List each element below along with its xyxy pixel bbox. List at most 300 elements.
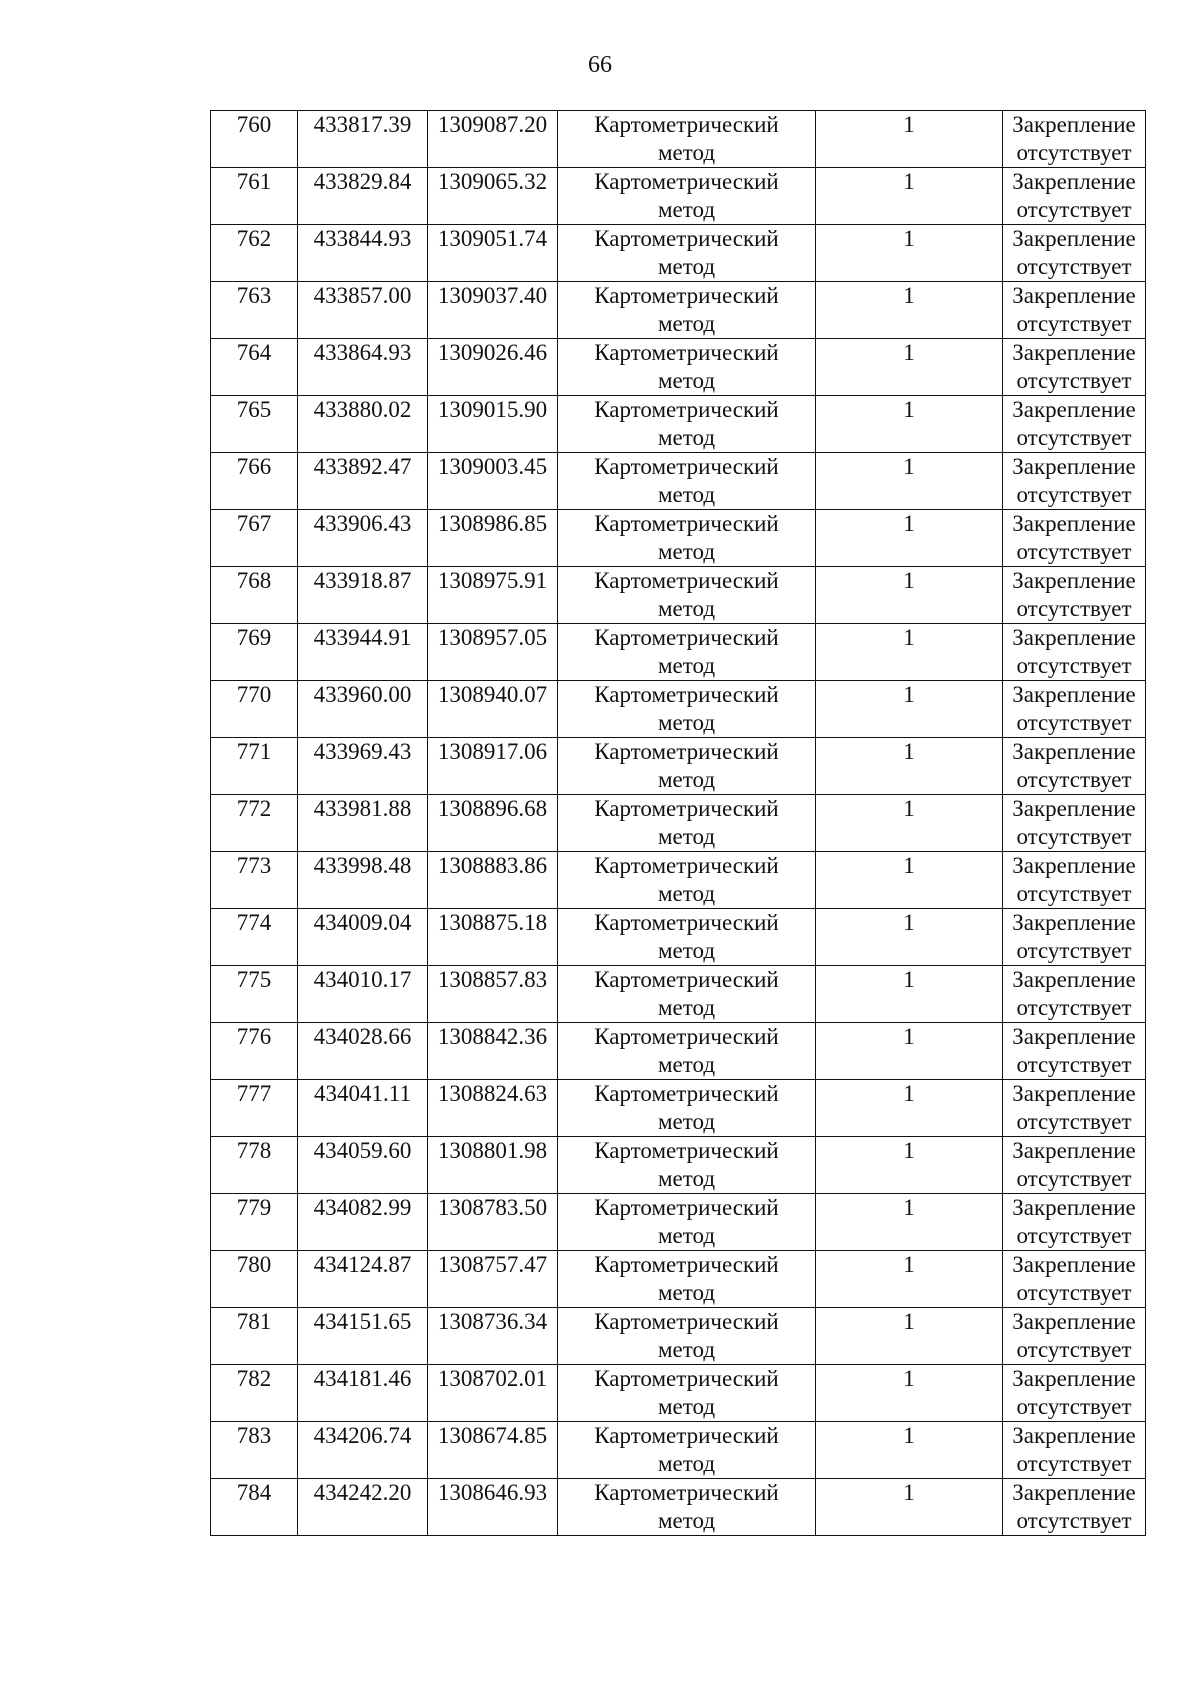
coordinates-table	[210, 110, 1146, 1536]
accuracy-cell-text: 1	[903, 625, 915, 650]
x-coordinate-cell	[298, 681, 428, 738]
fixation-cell-text: отсутствует	[1016, 1451, 1132, 1476]
x-coordinate-cell	[298, 282, 428, 339]
accuracy-cell	[816, 453, 1003, 510]
method-cell-text: метод	[657, 425, 716, 450]
point-number-cell	[211, 1308, 298, 1365]
y-coordinate-cell-text: 1308842.36	[437, 1024, 548, 1049]
accuracy-cell-text: 1	[903, 853, 915, 878]
y-coordinate-cell	[428, 1422, 558, 1479]
y-coordinate-cell-text: 1308824.63	[437, 1081, 548, 1106]
fixation-cell-text: Закрепление	[1012, 910, 1136, 935]
x-coordinate-cell	[298, 1365, 428, 1422]
table-row	[211, 1479, 1146, 1536]
accuracy-cell	[816, 1422, 1003, 1479]
method-cell	[558, 168, 816, 225]
fixation-cell	[1003, 624, 1146, 681]
x-coordinate-cell-text: 433880.02	[313, 397, 412, 422]
fixation-cell	[1003, 225, 1146, 282]
point-number-cell-text: 784	[236, 1480, 272, 1505]
y-coordinate-cell	[428, 1365, 558, 1422]
method-cell-text: метод	[657, 1109, 716, 1134]
y-coordinate-cell-text: 1308986.85	[437, 511, 548, 536]
method-cell	[558, 1308, 816, 1365]
y-coordinate-cell-text: 1308975.91	[437, 568, 548, 593]
point-number-cell-text: 782	[236, 1366, 272, 1391]
accuracy-cell	[816, 1479, 1003, 1536]
point-number-cell	[211, 111, 298, 168]
accuracy-cell	[816, 567, 1003, 624]
y-coordinate-cell	[428, 738, 558, 795]
x-coordinate-cell	[298, 396, 428, 453]
accuracy-cell-text: 1	[903, 1480, 915, 1505]
table-row	[211, 111, 1146, 168]
x-coordinate-cell-text: 434010.17	[313, 967, 412, 992]
y-coordinate-cell	[428, 396, 558, 453]
point-number-cell-text: 780	[236, 1252, 272, 1277]
point-number-cell	[211, 453, 298, 510]
x-coordinate-cell	[298, 624, 428, 681]
method-cell-text: метод	[657, 995, 716, 1020]
point-number-cell-text: 764	[236, 340, 272, 365]
point-number-cell-text: 777	[236, 1081, 272, 1106]
point-number-cell-text: 781	[236, 1309, 272, 1334]
x-coordinate-cell	[298, 225, 428, 282]
point-number-cell	[211, 282, 298, 339]
accuracy-cell-text: 1	[903, 283, 915, 308]
accuracy-cell-text: 1	[903, 967, 915, 992]
x-coordinate-cell	[298, 1251, 428, 1308]
accuracy-cell-text: 1	[903, 454, 915, 479]
point-number-cell	[211, 852, 298, 909]
y-coordinate-cell	[428, 1479, 558, 1536]
accuracy-cell-text: 1	[903, 511, 915, 536]
y-coordinate-cell	[428, 852, 558, 909]
y-coordinate-cell	[428, 1080, 558, 1137]
fixation-cell-text: Закрепление	[1012, 1252, 1136, 1277]
fixation-cell-text: отсутствует	[1016, 482, 1132, 507]
method-cell-text: Картометрический	[594, 1081, 779, 1106]
method-cell-text: Картометрический	[594, 1423, 779, 1448]
table-row	[211, 396, 1146, 453]
point-number-cell	[211, 1137, 298, 1194]
method-cell-text: метод	[657, 881, 716, 906]
table-row	[211, 852, 1146, 909]
method-cell-text: метод	[657, 1166, 716, 1191]
point-number-cell	[211, 396, 298, 453]
y-coordinate-cell	[428, 168, 558, 225]
method-cell-text: метод	[657, 938, 716, 963]
y-coordinate-cell	[428, 339, 558, 396]
fixation-cell-text: Закрепление	[1012, 1195, 1136, 1220]
x-coordinate-cell	[298, 1023, 428, 1080]
fixation-cell	[1003, 966, 1146, 1023]
fixation-cell	[1003, 852, 1146, 909]
x-coordinate-cell-text: 433829.84	[313, 169, 412, 194]
fixation-cell-text: Закрепление	[1012, 1138, 1136, 1163]
method-cell-text: метод	[657, 539, 716, 564]
accuracy-cell	[816, 1308, 1003, 1365]
table-row	[211, 738, 1146, 795]
accuracy-cell-text: 1	[903, 1252, 915, 1277]
y-coordinate-cell-text: 1309051.74	[437, 226, 548, 251]
fixation-cell	[1003, 1365, 1146, 1422]
fixation-cell-text: Закрепление	[1012, 1423, 1136, 1448]
fixation-cell	[1003, 1308, 1146, 1365]
accuracy-cell	[816, 738, 1003, 795]
y-coordinate-cell-text: 1308857.83	[437, 967, 548, 992]
point-number-cell-text: 778	[236, 1138, 272, 1163]
x-coordinate-cell	[298, 510, 428, 567]
point-number-cell	[211, 225, 298, 282]
fixation-cell	[1003, 909, 1146, 966]
method-cell-text: метод	[657, 482, 716, 507]
method-cell-text: Картометрический	[594, 796, 779, 821]
x-coordinate-cell-text: 433817.39	[313, 112, 412, 137]
y-coordinate-cell-text: 1309087.20	[437, 112, 548, 137]
method-cell	[558, 1479, 816, 1536]
accuracy-cell	[816, 396, 1003, 453]
method-cell-text: Картометрический	[594, 739, 779, 764]
table-row	[211, 1023, 1146, 1080]
point-number-cell-text: 767	[236, 511, 272, 536]
accuracy-cell	[816, 795, 1003, 852]
method-cell	[558, 339, 816, 396]
point-number-cell-text: 768	[236, 568, 272, 593]
x-coordinate-cell	[298, 1194, 428, 1251]
method-cell-text: Картометрический	[594, 511, 779, 536]
y-coordinate-cell	[428, 624, 558, 681]
fixation-cell-text: Закрепление	[1012, 1366, 1136, 1391]
point-number-cell	[211, 966, 298, 1023]
point-number-cell-text: 762	[236, 226, 272, 251]
x-coordinate-cell-text: 434181.46	[313, 1366, 412, 1391]
x-coordinate-cell-text: 433969.43	[313, 739, 412, 764]
x-coordinate-cell-text: 433918.87	[313, 568, 412, 593]
accuracy-cell	[816, 966, 1003, 1023]
method-cell-text: Картометрический	[594, 625, 779, 650]
accuracy-cell-text: 1	[903, 1024, 915, 1049]
x-coordinate-cell-text: 434041.11	[314, 1081, 411, 1106]
method-cell-text: Картометрический	[594, 853, 779, 878]
fixation-cell	[1003, 453, 1146, 510]
x-coordinate-cell-text: 433944.91	[313, 625, 412, 650]
accuracy-cell-text: 1	[903, 1081, 915, 1106]
accuracy-cell-text: 1	[903, 1138, 915, 1163]
y-coordinate-cell	[428, 225, 558, 282]
table-row	[211, 1080, 1146, 1137]
point-number-cell-text: 776	[236, 1024, 272, 1049]
y-coordinate-cell-text: 1308940.07	[437, 682, 548, 707]
method-cell	[558, 282, 816, 339]
x-coordinate-cell	[298, 1308, 428, 1365]
method-cell-text: Картометрический	[594, 1366, 779, 1391]
x-coordinate-cell-text: 434009.04	[313, 910, 412, 935]
table-row	[211, 282, 1146, 339]
accuracy-cell-text: 1	[903, 568, 915, 593]
y-coordinate-cell-text: 1309003.45	[437, 454, 548, 479]
point-number-cell	[211, 1023, 298, 1080]
method-cell-text: Картометрический	[594, 1480, 779, 1505]
method-cell	[558, 1023, 816, 1080]
accuracy-cell	[816, 225, 1003, 282]
point-number-cell-text: 769	[236, 625, 272, 650]
method-cell	[558, 510, 816, 567]
fixation-cell-text: отсутствует	[1016, 368, 1132, 393]
method-cell	[558, 795, 816, 852]
x-coordinate-cell-text: 433906.43	[313, 511, 412, 536]
y-coordinate-cell-text: 1308875.18	[437, 910, 548, 935]
x-coordinate-cell	[298, 453, 428, 510]
fixation-cell-text: отсутствует	[1016, 824, 1132, 849]
y-coordinate-cell-text: 1308883.86	[437, 853, 548, 878]
method-cell-text: Картометрический	[594, 967, 779, 992]
x-coordinate-cell	[298, 339, 428, 396]
table-row	[211, 795, 1146, 852]
fixation-cell	[1003, 1422, 1146, 1479]
fixation-cell-text: отсутствует	[1016, 1508, 1132, 1533]
method-cell-text: метод	[657, 767, 716, 792]
x-coordinate-cell	[298, 909, 428, 966]
x-coordinate-cell	[298, 1422, 428, 1479]
method-cell	[558, 111, 816, 168]
y-coordinate-cell	[428, 510, 558, 567]
fixation-cell	[1003, 282, 1146, 339]
method-cell	[558, 738, 816, 795]
coordinates-table-body	[211, 111, 1146, 1536]
table-row	[211, 339, 1146, 396]
method-cell-text: метод	[657, 1280, 716, 1305]
point-number-cell	[211, 567, 298, 624]
point-number-cell	[211, 909, 298, 966]
point-number-cell	[211, 624, 298, 681]
fixation-cell	[1003, 396, 1146, 453]
fixation-cell-text: отсутствует	[1016, 1280, 1132, 1305]
y-coordinate-cell	[428, 1251, 558, 1308]
method-cell	[558, 396, 816, 453]
accuracy-cell	[816, 1023, 1003, 1080]
x-coordinate-cell	[298, 168, 428, 225]
accuracy-cell	[816, 168, 1003, 225]
table-row	[211, 510, 1146, 567]
point-number-cell-text: 766	[236, 454, 272, 479]
method-cell	[558, 453, 816, 510]
x-coordinate-cell-text: 434059.60	[313, 1138, 412, 1163]
fixation-cell-text: Закрепление	[1012, 169, 1136, 194]
accuracy-cell-text: 1	[903, 340, 915, 365]
accuracy-cell-text: 1	[903, 1366, 915, 1391]
x-coordinate-cell-text: 433981.88	[313, 796, 412, 821]
point-number-cell	[211, 168, 298, 225]
table-row	[211, 1194, 1146, 1251]
point-number-cell	[211, 681, 298, 738]
accuracy-cell	[816, 1080, 1003, 1137]
x-coordinate-cell-text: 434206.74	[313, 1423, 412, 1448]
fixation-cell-text: Закрепление	[1012, 1480, 1136, 1505]
fixation-cell-text: Закрепление	[1012, 283, 1136, 308]
table-row	[211, 567, 1146, 624]
fixation-cell-text: Закрепление	[1012, 226, 1136, 251]
fixation-cell-text: отсутствует	[1016, 596, 1132, 621]
fixation-cell	[1003, 168, 1146, 225]
method-cell-text: Картометрический	[594, 1138, 779, 1163]
fixation-cell-text: Закрепление	[1012, 112, 1136, 137]
method-cell	[558, 1080, 816, 1137]
method-cell	[558, 1194, 816, 1251]
table-row	[211, 168, 1146, 225]
y-coordinate-cell	[428, 1194, 558, 1251]
accuracy-cell	[816, 681, 1003, 738]
y-coordinate-cell	[428, 966, 558, 1023]
x-coordinate-cell-text: 433960.00	[313, 682, 412, 707]
x-coordinate-cell	[298, 567, 428, 624]
fixation-cell-text: Закрепление	[1012, 397, 1136, 422]
x-coordinate-cell	[298, 111, 428, 168]
point-number-cell-text: 765	[236, 397, 272, 422]
y-coordinate-cell-text: 1309026.46	[437, 340, 548, 365]
method-cell-text: Картометрический	[594, 112, 779, 137]
method-cell	[558, 909, 816, 966]
y-coordinate-cell-text: 1308736.34	[437, 1309, 548, 1334]
y-coordinate-cell	[428, 282, 558, 339]
method-cell-text: метод	[657, 710, 716, 735]
method-cell	[558, 1422, 816, 1479]
y-coordinate-cell-text: 1309037.40	[437, 283, 548, 308]
method-cell-text: метод	[657, 1223, 716, 1248]
y-coordinate-cell-text: 1308917.06	[437, 739, 548, 764]
fixation-cell-text: Закрепление	[1012, 853, 1136, 878]
fixation-cell-text: отсутствует	[1016, 1052, 1132, 1077]
accuracy-cell	[816, 282, 1003, 339]
y-coordinate-cell-text: 1308646.93	[437, 1480, 548, 1505]
method-cell-text: метод	[657, 1451, 716, 1476]
table-row	[211, 225, 1146, 282]
point-number-cell-text: 779	[236, 1195, 272, 1220]
y-coordinate-cell	[428, 567, 558, 624]
method-cell-text: метод	[657, 140, 716, 165]
method-cell-text: Картометрический	[594, 1252, 779, 1277]
method-cell-text: Картометрический	[594, 682, 779, 707]
fixation-cell-text: Закрепление	[1012, 796, 1136, 821]
fixation-cell	[1003, 1137, 1146, 1194]
fixation-cell-text: отсутствует	[1016, 311, 1132, 336]
x-coordinate-cell	[298, 1137, 428, 1194]
accuracy-cell-text: 1	[903, 910, 915, 935]
method-cell-text: Картометрический	[594, 340, 779, 365]
accuracy-cell-text: 1	[903, 682, 915, 707]
y-coordinate-cell	[428, 111, 558, 168]
method-cell-text: метод	[657, 1394, 716, 1419]
accuracy-cell	[816, 909, 1003, 966]
accuracy-cell	[816, 1194, 1003, 1251]
x-coordinate-cell-text: 434028.66	[313, 1024, 412, 1049]
method-cell-text: метод	[657, 653, 716, 678]
method-cell	[558, 681, 816, 738]
fixation-cell-text: отсутствует	[1016, 1394, 1132, 1419]
point-number-cell-text: 774	[236, 910, 272, 935]
accuracy-cell	[816, 1137, 1003, 1194]
fixation-cell-text: отсутствует	[1016, 254, 1132, 279]
x-coordinate-cell	[298, 1080, 428, 1137]
x-coordinate-cell-text: 433844.93	[313, 226, 412, 251]
x-coordinate-cell-text: 434242.20	[313, 1480, 412, 1505]
table-row	[211, 681, 1146, 738]
fixation-cell-text: отсутствует	[1016, 539, 1132, 564]
fixation-cell-text: Закрепление	[1012, 682, 1136, 707]
x-coordinate-cell	[298, 852, 428, 909]
method-cell	[558, 225, 816, 282]
fixation-cell	[1003, 795, 1146, 852]
fixation-cell-text: отсутствует	[1016, 1223, 1132, 1248]
page-number: 66	[588, 52, 612, 78]
table-row	[211, 624, 1146, 681]
accuracy-cell	[816, 111, 1003, 168]
y-coordinate-cell	[428, 909, 558, 966]
point-number-cell	[211, 1422, 298, 1479]
x-coordinate-cell-text: 434124.87	[313, 1252, 412, 1277]
table-row	[211, 1251, 1146, 1308]
accuracy-cell-text: 1	[903, 1423, 915, 1448]
point-number-cell-text: 770	[236, 682, 272, 707]
accuracy-cell	[816, 1251, 1003, 1308]
method-cell-text: метод	[657, 596, 716, 621]
fixation-cell-text: Закрепление	[1012, 568, 1136, 593]
fixation-cell-text: отсутствует	[1016, 881, 1132, 906]
x-coordinate-cell-text: 433892.47	[313, 454, 412, 479]
point-number-cell-text: 783	[236, 1423, 272, 1448]
y-coordinate-cell-text: 1309015.90	[437, 397, 548, 422]
method-cell-text: метод	[657, 311, 716, 336]
table-row	[211, 453, 1146, 510]
fixation-cell-text: отсутствует	[1016, 1337, 1132, 1362]
fixation-cell-text: отсутствует	[1016, 995, 1132, 1020]
x-coordinate-cell-text: 433998.48	[313, 853, 412, 878]
method-cell	[558, 624, 816, 681]
fixation-cell	[1003, 1023, 1146, 1080]
table-row	[211, 1308, 1146, 1365]
fixation-cell-text: отсутствует	[1016, 653, 1132, 678]
accuracy-cell-text: 1	[903, 226, 915, 251]
fixation-cell	[1003, 738, 1146, 795]
accuracy-cell	[816, 852, 1003, 909]
point-number-cell-text: 775	[236, 967, 272, 992]
x-coordinate-cell-text: 434151.65	[313, 1309, 412, 1334]
method-cell	[558, 852, 816, 909]
y-coordinate-cell	[428, 453, 558, 510]
method-cell-text: метод	[657, 368, 716, 393]
point-number-cell-text: 760	[236, 112, 272, 137]
fixation-cell-text: отсутствует	[1016, 197, 1132, 222]
fixation-cell-text: отсутствует	[1016, 938, 1132, 963]
method-cell-text: метод	[657, 1508, 716, 1533]
fixation-cell	[1003, 510, 1146, 567]
method-cell-text: метод	[657, 197, 716, 222]
fixation-cell-text: Закрепление	[1012, 1024, 1136, 1049]
method-cell-text: метод	[657, 824, 716, 849]
point-number-cell	[211, 339, 298, 396]
fixation-cell-text: отсутствует	[1016, 710, 1132, 735]
table-row	[211, 1422, 1146, 1479]
method-cell-text: Картометрический	[594, 910, 779, 935]
method-cell	[558, 1137, 816, 1194]
method-cell-text: Картометрический	[594, 1024, 779, 1049]
point-number-cell	[211, 1479, 298, 1536]
accuracy-cell	[816, 510, 1003, 567]
fixation-cell-text: Закрепление	[1012, 454, 1136, 479]
method-cell-text: Картометрический	[594, 1309, 779, 1334]
point-number-cell	[211, 1251, 298, 1308]
table-row	[211, 1137, 1146, 1194]
